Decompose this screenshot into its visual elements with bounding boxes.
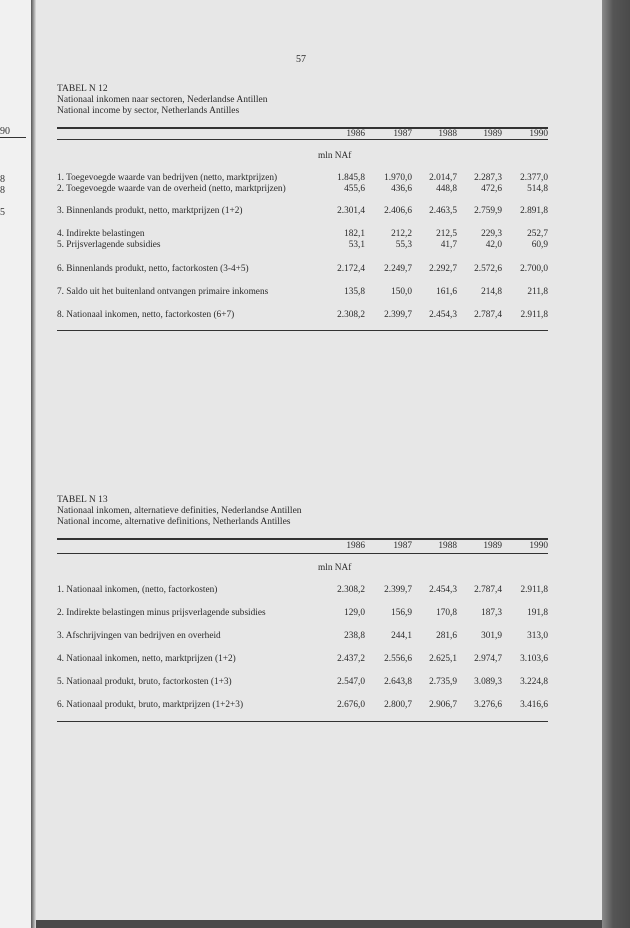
cell-value: 3.103,6 bbox=[520, 654, 548, 664]
row-label: 4. Nationaal inkomen, netto, marktprijzen (1+2) bbox=[57, 654, 236, 664]
header-rule bbox=[57, 553, 548, 554]
cell-value: 301,9 bbox=[481, 631, 502, 641]
title-nl: Nationaal inkomen naar sectoren, Nederlandse Antillen bbox=[57, 95, 268, 105]
cell-value: 2.787,4 bbox=[474, 310, 502, 320]
cell-value: 455,6 bbox=[344, 184, 365, 194]
cell-value: 2.643,8 bbox=[384, 677, 412, 687]
scan-edge bbox=[602, 0, 630, 928]
table-row bbox=[57, 264, 548, 276]
row-label: 2. Indirekte belastingen minus prijsverlagende subsidies bbox=[57, 608, 266, 618]
row-label: 5. Prijsverlagende subsidies bbox=[57, 240, 161, 250]
table12-title bbox=[57, 84, 268, 117]
row-label: 4. Indirekte belastingen bbox=[57, 229, 145, 239]
cell-value: 214,8 bbox=[481, 287, 502, 297]
cell-value: 472,6 bbox=[481, 184, 502, 194]
cell-value: 2.437,2 bbox=[337, 654, 365, 664]
table-row bbox=[57, 240, 548, 252]
cell-value: 448,8 bbox=[436, 184, 457, 194]
year-header: 1986 bbox=[346, 129, 365, 139]
bottom-rule bbox=[57, 721, 548, 722]
cell-value: 2.292,7 bbox=[429, 264, 457, 274]
top-rule bbox=[57, 538, 548, 540]
table-row bbox=[57, 585, 548, 597]
cell-value: 244,1 bbox=[391, 631, 412, 641]
table-row bbox=[57, 700, 548, 712]
cell-value: 3.089,3 bbox=[474, 677, 502, 687]
year-header: 1986 bbox=[346, 541, 365, 551]
cell-value: 2.454,3 bbox=[429, 585, 457, 595]
cell-value: 2.287,3 bbox=[474, 173, 502, 183]
table-row bbox=[57, 654, 548, 666]
row-label: 8. Nationaal inkomen, netto, factorkosten (6+7) bbox=[57, 310, 235, 320]
cell-value: 281,6 bbox=[436, 631, 457, 641]
cell-value: 2.911,8 bbox=[520, 585, 548, 595]
adjacent-page bbox=[0, 0, 31, 928]
table-id: TABEL N 12 bbox=[57, 84, 108, 94]
year-header: 1987 bbox=[393, 129, 412, 139]
row-label: 3. Binnenlands produkt, netto, marktprijzen (1+2) bbox=[57, 206, 243, 216]
cell-value: 60,9 bbox=[531, 240, 548, 250]
cell-value: 514,8 bbox=[527, 184, 548, 194]
cell-value: 2.249,7 bbox=[384, 264, 412, 274]
row-label: 1. Nationaal inkomen, (netto, factorkosten) bbox=[57, 585, 218, 595]
cell-value: 2.547,0 bbox=[337, 677, 365, 687]
title-en: National income, alternative definitions, Netherlands Antilles bbox=[57, 517, 291, 527]
cell-value: 2.911,8 bbox=[520, 310, 548, 320]
cell-value: 156,9 bbox=[391, 608, 412, 618]
year-header: 1990 bbox=[529, 541, 548, 551]
table-row bbox=[57, 184, 548, 196]
cell-value: 229,3 bbox=[481, 229, 502, 239]
cell-value: 1.970,0 bbox=[384, 173, 412, 183]
year-header: 1988 bbox=[438, 129, 457, 139]
row-label: 1. Toegevoegde waarde van bedrijven (netto, marktprijzen) bbox=[57, 173, 278, 183]
row-label: 3. Afschrijvingen van bedrijven en overheid bbox=[57, 631, 221, 641]
cell-value: 2.308,2 bbox=[337, 585, 365, 595]
year-header: 1989 bbox=[483, 541, 502, 551]
table-row bbox=[57, 287, 548, 299]
year-header: 1989 bbox=[483, 129, 502, 139]
page-number: 57 bbox=[296, 54, 306, 65]
header-rule bbox=[57, 139, 548, 140]
table-row bbox=[57, 608, 548, 620]
cell-value: 2.172,4 bbox=[337, 264, 365, 274]
cell-value: 2.399,7 bbox=[384, 585, 412, 595]
year-header: 1990 bbox=[529, 129, 548, 139]
cell-value: 150,0 bbox=[391, 287, 412, 297]
cell-value: 238,8 bbox=[344, 631, 365, 641]
cell-value: 2.759,9 bbox=[474, 206, 502, 216]
cell-value: 129,0 bbox=[344, 608, 365, 618]
table-id: TABEL N 13 bbox=[57, 495, 108, 505]
bottom-rule bbox=[57, 330, 548, 331]
header-row bbox=[57, 541, 548, 553]
cell-value: 3.416,6 bbox=[520, 700, 548, 710]
cell-value: 2.906,7 bbox=[429, 700, 457, 710]
cell-value: 2.377,0 bbox=[520, 173, 548, 183]
cell-value: 313,0 bbox=[527, 631, 548, 641]
cell-value: 2.301,4 bbox=[337, 206, 365, 216]
table-row bbox=[57, 310, 548, 322]
left-page-rule bbox=[0, 137, 26, 138]
table-row bbox=[57, 631, 548, 643]
cell-value: 252,7 bbox=[527, 229, 548, 239]
cell-value: 212,2 bbox=[391, 229, 412, 239]
cell-value: 2.700,0 bbox=[520, 264, 548, 274]
row-label: 6. Nationaal produkt, bruto, marktprijzen (1+2+3) bbox=[57, 700, 244, 710]
cell-value: 187,3 bbox=[481, 608, 502, 618]
row-label: 2. Toegevoegde waarde van de overheid (netto, marktprijzen) bbox=[57, 184, 286, 194]
cell-value: 2.787,4 bbox=[474, 585, 502, 595]
cell-value: 2.625,1 bbox=[429, 654, 457, 664]
year-header: 1988 bbox=[438, 541, 457, 551]
table-row bbox=[57, 677, 548, 689]
table-row bbox=[57, 206, 548, 218]
unit-label: mln NAf bbox=[318, 563, 352, 573]
cell-value: 2.463,5 bbox=[429, 206, 457, 216]
cell-value: 2.891,8 bbox=[520, 206, 548, 216]
cell-value: 191,8 bbox=[527, 608, 548, 618]
year-header: 1987 bbox=[393, 541, 412, 551]
cell-value: 135,8 bbox=[344, 287, 365, 297]
cell-value: 2.676,0 bbox=[337, 700, 365, 710]
cell-value: 53,1 bbox=[348, 240, 365, 250]
cell-value: 211,8 bbox=[527, 287, 548, 297]
unit-label: mln NAf bbox=[318, 151, 352, 161]
table13-title bbox=[57, 495, 302, 528]
left-page-fragment: 8 bbox=[0, 185, 5, 196]
cell-value: 212,5 bbox=[436, 229, 457, 239]
cell-value: 2.735,9 bbox=[429, 677, 457, 687]
cell-value: 2.454,3 bbox=[429, 310, 457, 320]
left-page-fragment: 90 bbox=[0, 126, 10, 137]
cell-value: 55,3 bbox=[395, 240, 412, 250]
title-nl: Nationaal inkomen, alternatieve definities, Nederlandse Antillen bbox=[57, 506, 302, 516]
cell-value: 2.014,7 bbox=[429, 173, 457, 183]
cell-value: 42,0 bbox=[485, 240, 502, 250]
cell-value: 3.224,8 bbox=[520, 677, 548, 687]
cell-value: 2.800,7 bbox=[384, 700, 412, 710]
cell-value: 2.406,6 bbox=[384, 206, 412, 216]
cell-value: 2.308,2 bbox=[337, 310, 365, 320]
cell-value: 161,6 bbox=[436, 287, 457, 297]
cell-value: 2.974,7 bbox=[474, 654, 502, 664]
cell-value: 170,8 bbox=[436, 608, 457, 618]
row-label: 5. Nationaal produkt, bruto, factorkosten (1+3) bbox=[57, 677, 232, 687]
cell-value: 182,1 bbox=[344, 229, 365, 239]
row-label: 7. Saldo uit het buitenland ontvangen primaire inkomens bbox=[57, 287, 269, 297]
left-page-fragment: 8 bbox=[0, 174, 5, 185]
cell-value: 1.845,8 bbox=[337, 173, 365, 183]
cell-value: 436,6 bbox=[391, 184, 412, 194]
left-page-fragment: 5 bbox=[0, 207, 5, 218]
cell-value: 3.276,6 bbox=[474, 700, 502, 710]
row-label: 6. Binnenlands produkt, netto, factorkosten (3-4+5) bbox=[57, 264, 249, 274]
title-en: National income by sector, Netherlands Antilles bbox=[57, 106, 240, 116]
cell-value: 41,7 bbox=[440, 240, 457, 250]
cell-value: 2.556,6 bbox=[384, 654, 412, 664]
cell-value: 2.572,6 bbox=[474, 264, 502, 274]
cell-value: 2.399,7 bbox=[384, 310, 412, 320]
